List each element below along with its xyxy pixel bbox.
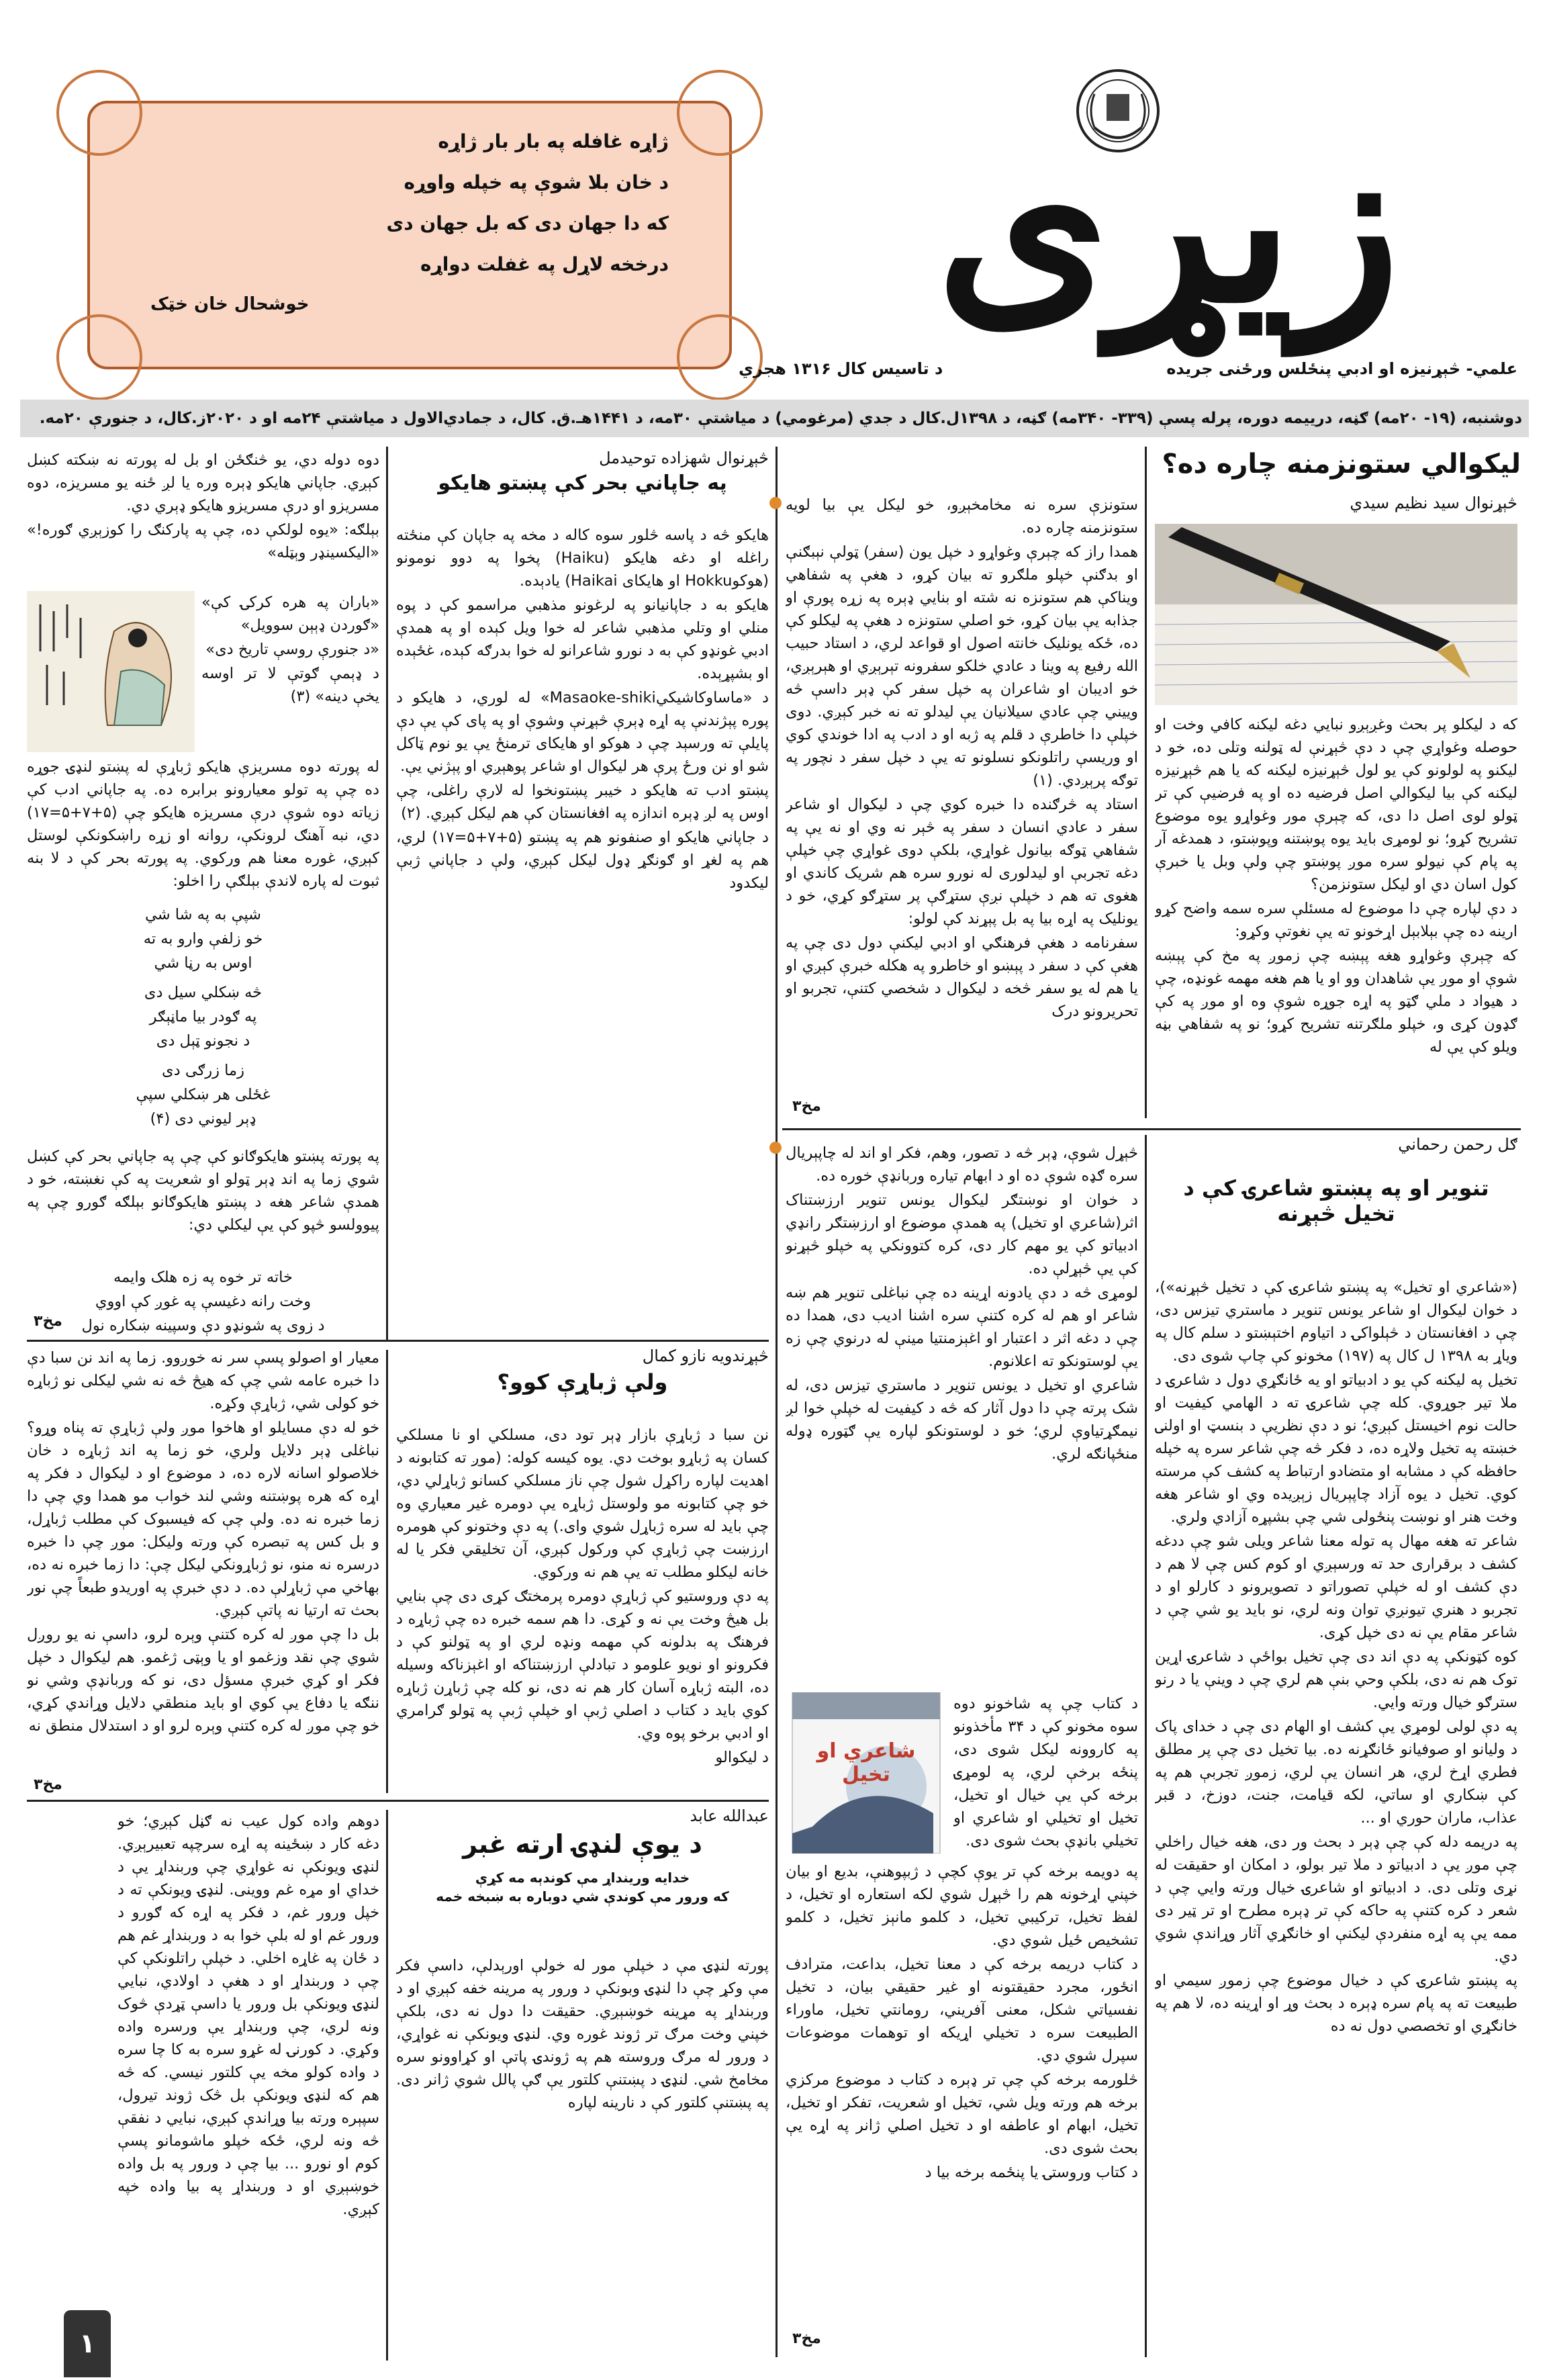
row-divider <box>27 1800 769 1802</box>
page-number: ۱ <box>64 2310 111 2377</box>
article-2b-verses <box>27 903 379 1132</box>
masthead-founded: د تاسیس کال ۱۳۱۶ هجري <box>739 359 943 378</box>
article-4-column-1 <box>396 1424 769 1793</box>
article-1-column-2 <box>786 494 1138 1098</box>
fountain-pen-photo <box>1155 524 1517 705</box>
masthead-logo: زیړی <box>936 91 1401 352</box>
paragraph: پورته لنډۍ مې د خپلې مور له خولې اورېدلې، داسې فکر مې وکړ چې دا لنډۍ وبونکې د ورور په مرینه خفه کېږي او د وربنداړ په مړینه خوښېږي. حقیقت دا دول نه دی، بلکې خپني وخت مرګ تر ژوند غوره وي. لنډۍ ویونکې نه غواړي، د ورور له مرګ وروسته هم په ژوندۍ پاتې او کړاوونو سره مخامخ شي. لنډۍ د پښتنې کلتور یې ګې پالل شوي ژانر دی. په پښتنې کلتور کې د نارینه لپاره <box>396 1957 769 2111</box>
paragraph: څېړل شوې، ډېر څه د تصور، وهم، فکر او اند له چاپېریال سره ګډه شوې ده او د ابهام تیاره وربانډې خوره ده. <box>786 1144 1138 1185</box>
poem-line: ژاړه غافله په بار بار ژاړه <box>438 130 669 152</box>
paragraph: د لیکوالو <box>715 1749 769 1766</box>
decorative-dot-icon <box>769 497 782 509</box>
article-5-header <box>396 1806 769 1911</box>
paragraph: لومړی څه د دې یادونه اړینه ده چې نباغلی تنویر هم ښه شاعر او هم له کره کتنې سره اشنا ادیب دی، همدا ده چې د دغه اثر د اعتبار او اغېزمنتیا مینې له درنوي چې زه یې لوستونکو ته اعلانوم. <box>786 1284 1138 1370</box>
article-1-byline: څېړنوال سید نظیم سیدي <box>1350 494 1517 512</box>
verse-line: ډېر لیوني دی (۴) <box>150 1110 256 1128</box>
book-cover-title: شاعري او تخیل <box>816 1739 916 1786</box>
paragraph: دوه دوله دي، یو څنګځن او بل له پورته نه ښکته کښل کېږي. جاپاني هایکو ډېره وره یا لږ ځنه یو مسریزه، دوه مسریزو او درې مسریزو هایکو ډېري دي. <box>27 451 379 514</box>
paragraph: بل دا چې موږ له کره کتنې وېره لرو، داسې نه یو روږل شوي چې نقد وزغمو او یا وېټی ژغمو. هم لیکوال د خپل فکر او کړي خبرې مسؤل دی، نو که وربانډې وشي نو ننګه یا دفاع یې کوي او باید منطقي دلایل وړاندي کړي، خو چې موږ له کره کتنې وېره لرو او د استدلال منطق نه <box>27 1626 379 1735</box>
article-2b-column-side <box>201 591 379 752</box>
verse-line: زما زرګی دی <box>162 1062 244 1079</box>
book-cover-image <box>786 1692 947 1853</box>
verse-line: د نجونو ټېل دی <box>156 1032 250 1050</box>
decorative-swirl-icon <box>56 314 142 400</box>
paragraph: په دې لولی لومړي یې کشف او الهام دی چې د خدای پاک د ولیانو او صوفیانو ځانګړنه ده. بیا تخیل دی چې پر مطلق فطري اړخ لري، هر انسان یې لري، زموږ تجربې هم په کې ښکاري او ساتي، لکه قیامت، جنت، دوزخ، د قبر عذاب، ماران حوري او ... <box>1155 1718 1517 1827</box>
article-5-column-1 <box>396 1954 769 2357</box>
verse-line: خاته تر خوه په زه هلک وایمه <box>113 1269 293 1286</box>
poem-author: خوشحال خان خټک <box>150 294 310 314</box>
article-3-column-2-top <box>786 1142 1138 1686</box>
decorative-swirl-icon <box>677 70 763 156</box>
paragraph: د جاپاني هایکو او صنفونو هم په پښتو (۵+۷+۵=۱۷) لري، هم په لغړ او ګونګړ ډول لیکل کېږي، ولې د جاپاني ژبې لیکدود <box>396 829 769 892</box>
column-divider <box>386 1810 388 2361</box>
paragraph: هایکو څه د پاسه څلور سوه کاله د مخه په جاپان کې منځته راغله او دغه هایکو (Haiku) پخوا په دوو نومونو (هوکوHokku او هایکای Haikai) یادېده. <box>396 527 769 590</box>
poem-box <box>87 101 732 369</box>
masthead-subtitle-row <box>739 359 1517 378</box>
paragraph: نن سبا د ژباړې بازار ډېر تود دی، مسلکي او نا مسلکي کسان په ژباړو بوخت دي. یوه کیسه کوله: (موږ ته کتابونه د اهدیت لپاره راکړل شول چې ناز مسلکي کسانو ژباړلي دي، خو چې کتابونه مو ولوستل ژباړه یې دومره غیر معیاري وه چې باید له سره ژباړل شوي وای.) په دې وختونو کې هومره ارزښت چې ژباړې کې ورکول کېږي، آن تخلیقي فکر یا له خانه لیکلو مطلب ته یې هم نه ورکوي. <box>396 1426 769 1581</box>
paragraph: پښتو ادب ته هایکو د خیبر پښتونخوا له لارې راغلی، چې اوس په لږ ډېره اندازه په افغانستان کې هم لیکل کېږي. (۲) <box>396 782 769 822</box>
paragraph: د «ماساوکاشیکيMasaoke-shiki» له لوري، د هایکو د پوره پېژندنې په اړه ډېرې څېړنې وشوې او په پای کې یې دې پایلې ته ورسېد چې د هوکو او هایکای ترمنځ یې یو نوم ټاکل شو او نن ورځ پرې هر لیکوال او شاعر پوهېږي او پېژني یې. <box>396 689 769 775</box>
paragraph: همدا راز که چېرې وغواړو د خپل یون (سفر) ټولې نېبګنې او بدګنې خپلو ملګرو ته بیان کړو، د هغې په شفاهي ویناکې هم ستونزه نه شته او بنایي ډېره په زړه پورې او جذابه یې بیان کړو، خو اصلي ستونزه د هغې په لیکلو کې ده، ځکه یونلیک خانته اصول او قواعد لري، د استاد حبیب الله رفیع په وینا د عادي خلکو سفرونه تېرېږي او هېرېږي، خو ادیبان او شاعران په خپل سفر کې ډېر داسې څه وییني چې عادي سیلانیان یې لیدلو ته نه خبر کېږي. دوی خپلې دا خاطرې د قلم په ژبه او د ادب په ادا خوندي کوي او وریسې راتلونکو نسلونو ته یې د خپل سفر د نچور په توګه پرېږدي. (۱) <box>786 543 1138 789</box>
verse-line: وخت رانه دغیسې په غوږ کې اووي <box>95 1293 312 1310</box>
article-5-subhead-1: خدایه ورینداړ مې کوندېه مه کړې <box>475 1870 690 1886</box>
article-3-headline: تنویر او په پښتو شاعرۍ کې د تخیل څېړنه <box>1183 1175 1489 1226</box>
column-divider <box>386 1350 388 1793</box>
verse-line: اوس به رڼا شي <box>154 954 252 972</box>
article-4-header <box>396 1346 769 1406</box>
verse-line: د زوی په شونډو دې وسپینه ښکاره نول <box>81 1317 325 1334</box>
verse-line: په ګودر بیا ماڼېګر <box>149 1008 257 1025</box>
poem-line: درخخه لاړل په غفلت دواړه <box>420 253 669 275</box>
column-divider <box>1145 447 1147 1118</box>
paragraph: که د لیکلو پر بحث وغږېږو نبایي دغه لیکنه کافي وخت او حوصله وغواړي چې د دې څېړنې له ټولنه وتلی ده، خو د لیکنو په لولونو کې یو لول څېړنیزه لیکنه که یا هم څېړنیزه لیکنه کې بیا لیکوالي اصل فرضیه ده او په فرضیې کې تر ټولو لوی اصل دا دی، که چېرې مور وغواړو یوه موضوع تشریح کړو؛ نو لومړی باید یوه پوښتنه وپوښتو، د همدغه آر په پام کې نیولو سره موږ پوښتو چې ولې وبل یا خبرې کول اسان دي او لیکل ستونزمن؟ <box>1155 716 1517 893</box>
paragraph: په دې وروستیو کې ژباړې دومره پرمختګ کړی دی چې بنایي بل هیڅ وخت یې نه و کړی. دا هم سمه خبره ده چې ژباړه د فرهنګ په بدلونه کې مهمه ونډه لري او په ټولنو کې د فکرونو او نویو علومو د تبادلې ارزښتناکه او اغېزناکه وسیله ده، البته ژباړه آسان کار هم نه دی، نو کله چې ژباړن ژباړه کوي باید د کتاب د اصلي ژبې او خپلې ژبې په ټولو ګرامري او ادبي برخو پوه وي. <box>396 1588 769 1742</box>
verse-line: غځلی هر ښکلي سپې <box>136 1086 271 1103</box>
paragraph: که چېرې وغواړو هغه پېښه چې زموږ په مخ کې پېښه شوې او موږ یې شاهدان وو او یا هم هغه مهمه غونډه، چې د هیواد د ملي ګټو په اړه جوړه شوې وه او موږ په کې ګډون کړی و، خپلو ملګرتنه تشریح کړو؛ نو په شفاهي بڼه ویلو کې یې له <box>1155 947 1517 1056</box>
poem-line: که دا جهان دی که بل جهان دی <box>386 212 669 234</box>
paragraph: دوهم واده کول عیب نه ګڼل کېږي؛ خو دغه کار د ښځینه په اړه سرچپه تعبیرېږي. لنډۍ ویونکې نه غواړي چې وربنداړ یې د خداي او مړه غم ووینی. لنډۍ ویونکې ته د خپل ورور غم، د فکر په اړه که ګورو د ورور غم او له بلې خوا به د وربنداړ غم هم د ځان په غاړه اخلي. د خپلې راتلونکې کې چې د وربنداړ او د هغې د اولادي، نبایي لنډۍ ویونکې بل ورور یا داسې ټړدې څوک ونه لري، چې وربنداړ یې ورسره واده وکړي. د کورنۍ له غړو سره به کا چا سره د واده کولو مخه یې کلتور نیسي. که څه هم که لنډۍ ویونکې بل څک ژوند تیرول، سپېره ورته بیا وړاندې کېږي، نبایي د نفقې څه ونه لري، ځکه خپلو ماشومانو پسې کوم او نورو ... بیا چې د ورور په بل واده خوښېږي او د وربنداړ په بیا واده خپه کېږي. <box>118 1813 379 2218</box>
decorative-swirl-icon <box>56 70 142 156</box>
row-divider <box>782 1128 1521 1130</box>
decorative-swirl-icon <box>677 314 763 400</box>
article-3-byline: ګل رحمن رحماني <box>1398 1135 1517 1154</box>
paragraph: «د جنورې روسې تاریخ دی» <box>205 641 379 658</box>
article-2b-after <box>27 1145 379 1266</box>
paragraph: بېلګه: «یوه لولکې ده، چې په پارکنګ را کوزېږي ګوره!» «الیکسینډر وېټله» <box>27 521 379 561</box>
paragraph: د خوان او نوښتګر لیکوال یونس تنویر ارزښتناک اثر(شاعري او تخیل) په همدې موضوع او ارزښتګر رانډي ادبیاتو کې یو مهم کار دی، کره کتوونکي په خپلو څېړنو کې یې څېړلې ده. <box>786 1191 1138 1277</box>
paragraph: په پورته پښتو هایکوګانو کې چې په جاپاني بحر کې کښل شوي زما په اند ډېر ټولو او شعریت په کې نغښته، خو د همدې شاعر هغه د پښتو هایکوګانو بېلګه ګورو چې په پیوولسو څپو کې یې لیکلي دي: <box>27 1148 379 1234</box>
article-1-header <box>786 449 1521 490</box>
article-4-column-2 <box>27 1346 379 1776</box>
article-3-continued: ۳مخ <box>792 2330 821 2347</box>
paragraph: معیار او اصولو پسې سر نه خوږوو. زما په اند نن سبا دې دا خبره عامه شي چې که هیڅ څه نه شي لیکلی نو ژباړه خو کولی شي، ژباړې وکړه. <box>27 1349 379 1412</box>
decorative-dot-icon <box>769 1142 782 1154</box>
paragraph: د کتاب وروستۍ یا پنځمه برخه بیا د <box>925 2164 1138 2181</box>
article-1-continued: ۳مخ <box>792 1098 821 1115</box>
article-5-byline: عبدالله عابد <box>690 1806 769 1825</box>
article-2b-column-mid <box>27 756 379 903</box>
paragraph: شاعر ته هغه مهال په توله معنا شاعر ویلی شو چې ددغه کشف د برقراری حد ته ورسېږي او کوم کس چې لا هم د دې کشف او له خپلې تصوراتو د تصویرونو د کارلو او د تجربو د هنري تیونږي توان ونه لري، نو باید یو شي چې د شاعر مقام یې نه دی خپل کړی. <box>1155 1532 1517 1641</box>
paragraph: استاد په څرګنده دا خبره کوي چې د لیکوال او شاعر سفر د عادي انسان د سفر په څېر نه وي او نه یې په شفاهي ټوګه بیانول غواړي، بلکې دوی غواړي چې خپلې دغه تجربې او لیدلوری له نورو سره هم شریک کاندي او هغوی ته هم د خپلې نږې ستړګې پر ستړګو کړي، خو د یونلیک په اړه بیا په بل پېړند کې لولو: <box>786 796 1138 927</box>
verse-line: خو زلفې وارو به ته <box>143 930 263 948</box>
paragraph: ستونزې سره نه مخامخېږو، خو لیکل یې بیا لویه ستونزمنه چاره ده. <box>786 496 1138 537</box>
paragraph: په دویمه برخه کې تر یوې کچې د ژبپوهنې، بدیع او بیان خپني اړخونه هم را څېړل شوي لکه استعاره او تخیل، د لفظ تخیل، ترکیبي تخیل، د کلمو مانېز تخیل، د کلمو تشخیص ځیل شوي دي. <box>786 1863 1138 1949</box>
masthead-subtitle: علمي- څېړنیزه او ادبي پنځلس ورځنی جریده <box>1166 359 1517 378</box>
verse-line: څه ښکلي سیل دی <box>144 984 263 1001</box>
column-divider <box>386 447 388 1340</box>
paragraph: د دې لپاره چې دا موضوع له مسئلې سره سمه واضح کړو ارینه ده چې بېلابېل اړخونو ته یې نغوتې وکړو: <box>1155 900 1517 940</box>
paragraph: په دریمه دله کې چې ډېر د بحث ور دی، هغه خیال راخلي چې موږ یې د ادبیاتو د ملا تیر بولو، د امکان او حقیقت له نړی وتلی دی. د ادبیاتو او شاعرۍ خیال ورته وایي چې د شعر د کره کتنې په حاکه کې تر ډېره مطرح او تر ټیر دی ممه یې په اړه منفردې لیکنې او خانګړي آثار وړاندې شوي دي. <box>1155 1833 1517 1965</box>
paragraph: خو له دې مسایلو او هاخوا موږ ولې ژباړې ته پناه وړو؟ نباغلی ډېر دلایل ولري، خو زما په اند ژباړه د خان خلاصولو اسانه لاره ده، د موضوع او د لیکوال د فکر په اړه که هره پوښتنه وشي لند خواب مو همدا وي چې دا زما خبره نه ده. ولې چې که فیسبوک کې مطلب ژباړل، و بل کس په تبصره کې ورته ولیکل: موږ چې دا خبره درسره نه منو، نو ژباړونکي ليکل چې: دا زما خبره نه ده، بهاخي مې ژباړلې ده. د دې خبرې په اوریدو طبعاً چې نور بحث ته ارتیا نه پاتې کېږي. <box>27 1419 379 1619</box>
paragraph: په پښتو شاعرۍ کې د خیال موضوع چې زموږ سیمي او طبیعت ته په پام سره ډېره د بحث وړ او اړینه ده، لا هم په خانګړي او تخصصي دول نه ده <box>1155 1972 1517 2035</box>
paragraph: څلورمه برخه کې چې تر ډېره د کتاب د موضوع مرکزي برخه هم ورته ویل شي، تخیل او شعریت، تفکر او تخیل، تخیل، ابهام او عاطفه او د تخیل اصلي ژانر په اړه یې بحث شوی دی. <box>786 2071 1138 2157</box>
paragraph: («شاعري او تخیل» په پښتو شاعرۍ کې د تخیل څېړنه»)، د خوان لیکوال او شاعر یونس تنویر د ماستري تیزس دی، چې د افغانستان د څېلواکۍ د اتیاوم اختېښتو د سلم کال په ویاړ به ۱۳۹۸ ل کال په (۱۹۷) مخونو کې چاپ شوی دی. <box>1155 1279 1517 1365</box>
article-2-column-1 <box>396 524 769 1326</box>
article-5-headline: د یوې لنډۍ ارته غبر <box>463 1829 702 1859</box>
article-2-byline: څېړنوال شهزاده توحیدمل <box>599 449 769 467</box>
article-1-headline: لیکوالي ستونزمنه چاره ده؟ <box>1162 449 1521 479</box>
article-4-continued: ۳مخ <box>34 1776 62 1793</box>
article-2b-column-top <box>27 449 379 590</box>
article-5-subhead-2: که ورور مې کوندې شي دوباره به ښبخه خمه <box>436 1888 729 1905</box>
paragraph: د ډېمې ګوتې لا تر اوسه یخې دینه» (۳) <box>201 665 379 705</box>
column-divider <box>776 1135 778 2357</box>
article-3-column-2-bottom <box>786 1860 1138 2330</box>
paragraph: له پورته دوه مسریزې هایکو ژباړې له پښتو لنډۍ جوړه ده چې په تولو معیارونو برابره ده. په جاپاني ادب کې زیاته دوه شوې درې مسریزه هایکو چې (۵+۷+۵=۱۷) دي، نبه آهنګ لرونکې، روانه او زړه راښکونکې لوستل کېږي، غوره معنا هم ورکوي. په پورته بحر کې د لا بنه ثبوت له پاره لاندې بېلګې را اخلو: <box>27 758 379 890</box>
article-3-byline-box <box>1155 1135 1517 1158</box>
article-3-header <box>1155 1175 1517 1237</box>
paragraph: کوه کټونکې په دې اند دی چې تخیل بواځې د شاعرۍ اړین توک هم نه دی، بلکې وحي بنې هم لري چې د وینې یا د رنو سترګو خیال ورته وایي. <box>1155 1648 1517 1711</box>
article-4-byline: څېړندویه نازو کمال <box>642 1346 769 1365</box>
article-2-continued: ۳مخ <box>34 1313 62 1330</box>
article-4-headline: ولې ژباړې کوو؟ <box>497 1369 668 1395</box>
verse-line: شپې به په شا شي <box>145 906 261 923</box>
article-5-column-2 <box>118 1810 379 2240</box>
article-3-column-2-side <box>953 1692 1138 1853</box>
japanese-painting-image <box>27 591 195 752</box>
article-1-byline-box <box>1155 494 1517 516</box>
paragraph: سفرنامه د هغې فرهنګي او ادبي لیکنې دول دی چې په هغې کې د سفر د پېښو او خاطرو په هکله خبرې کېږي او یا هم له یو سفر څخه د لیکوال د شخصي کتنې، تجربو او تحریرونو درک <box>786 934 1138 1020</box>
article-2-headline: په جاپاني بحر کې پښتو هایکو <box>438 471 727 495</box>
paragraph: شاعري او تخیل د یونس تنویر د ماستري تیزس دی، له شک پرته چې دا دول آثار که څه د کیفیت له خپلې خوا لږ نیمګړتیاوې لري؛ خو د لوستونکو لپاره یې ګټوره ډوله منځپانګه لري. <box>786 1377 1138 1463</box>
column-divider <box>1145 1135 1147 2357</box>
paragraph: «باران په هره کرکۍ کې» «ګوردن ډېېن سوویل» <box>201 594 379 634</box>
row-divider <box>27 1340 769 1342</box>
paragraph: د کتاب دریمه برخه کې د معنا تخیل، بداعت، مترادف انځور، مجرد حقیقتونه او غیر حقیقي بیان، د تخیل نفسیاتي شکل، معنی آفریني، رومانتي تخیل، ماوراء الطبیعت سره د تخیلي اړیکه او توهمات موضوعات سپرل شوي دي. <box>786 1956 1138 2064</box>
poem-line: د خان بلا شوې په خپله واوړه <box>404 171 669 193</box>
paragraph: هایکو به د جاپانیانو په لرغونو مذهبي مراسمو کې د پوه منلي او وتلي مذهبي شاعر له خوا ویل کېده او په همدې ادبي غونډو کې به د نورو شاعرانو له خوا بدرګه کېده، غځېده او بشپړېده. <box>396 596 769 682</box>
article-1-column-1 <box>1155 713 1517 1116</box>
article-3-column-1 <box>1155 1276 1517 2357</box>
issue-date-bar: دوشنبه، (۱۹- ۲۰مه) ګڼه، درییمه دوره، پرله پسې (۳۳۹- ۳۴۰مه) ګڼه، د ۱۳۹۸ل.کال د جدي (مرغومي) د میاشتې ۳۰مه، د ۱۴۴۱هـ.ق. کال، د جمادي‌الاول د میاشتې ۲۴مه او د ۲۰۲۰ز.کال، د جنورې ۲۰مه. <box>20 400 1529 437</box>
paragraph: د کتاب چې په شاخونو دوه سوه مخونو کې د ۳۴ مأخذونو په کاروونه لیکل شوی دی، پنځه برخې لري، په لومړۍ برخه کې يې خیال او تخیل، تخیل او تخیلي او شاعري او تخیلي بانډې بحث شوی دی. <box>953 1695 1138 1849</box>
article-2-header <box>396 449 769 506</box>
paragraph: تخیل په لیکنه کې یو د ادبیاتو او یه ځانګړي دول د شاعرۍ د ملا تیر جوړوي. کله چې شاعرۍ ته د الهامي کیفیت او حالت نوم اخیستل کېږي؛ نو د دې نظریې د بنسټ او اولنۍ خښته په تخیل ولاړه ده، د فکر څه چې شاعر سره په خپله حافظه کې د مشابه او متضادو ارتباط په کشف کې مرسته کوي. تخیل د یوه آزاد چاپېریال زېږیده وي او شاعر هغه وخت هنر او نوښت پنځولی شي چې بشپړه آزادي ولري. <box>1155 1371 1517 1526</box>
